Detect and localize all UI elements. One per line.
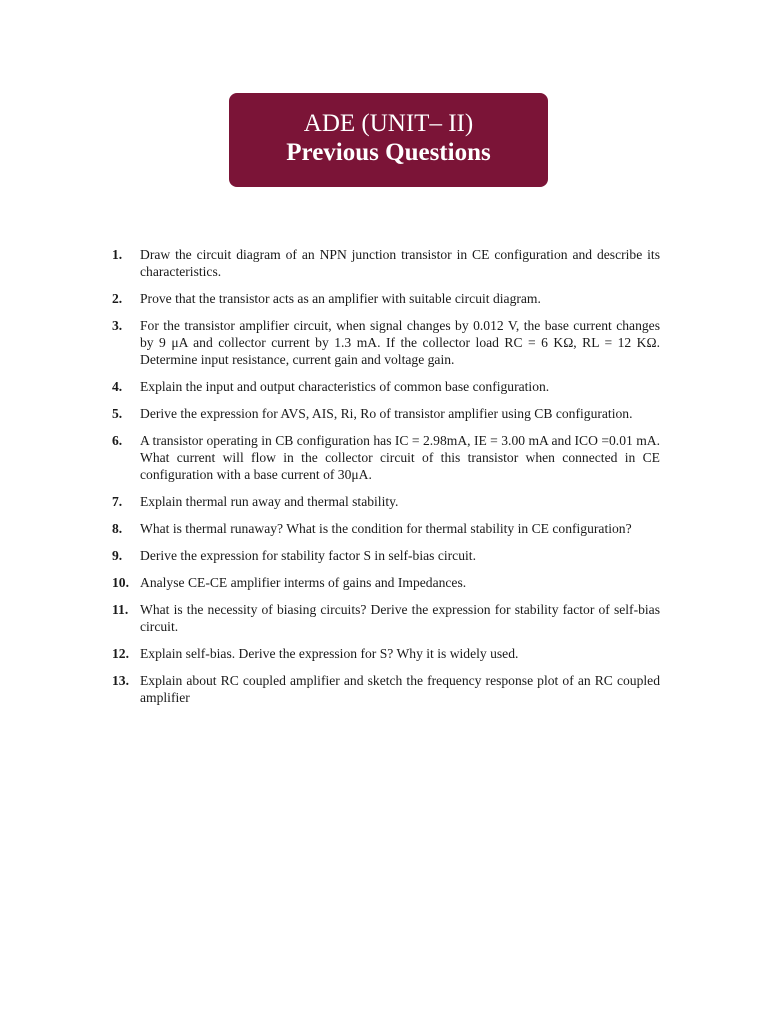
question-text: A transistor operating in CB configuration has IC = 2.98mA, IE = 3.00 mA and ICO =0.01 mA. What current will flow in the collector circuit of this transistor when connected in CE configuration with a base current of 30μA. bbox=[140, 433, 660, 482]
question-text: Prove that the transistor acts as an amplifier with suitable circuit diagram. bbox=[140, 291, 541, 306]
question-item bbox=[112, 432, 660, 483]
question-item bbox=[112, 672, 660, 706]
question-number: 3. bbox=[112, 318, 123, 333]
question-item bbox=[112, 601, 660, 635]
question-text: What is the necessity of biasing circuits? Derive the expression for stability factor of self-bias circuit. bbox=[140, 602, 660, 634]
question-text: Analyse CE-CE amplifier interms of gains and Impedances. bbox=[140, 575, 467, 590]
question-item bbox=[112, 493, 660, 510]
question-number: 12. bbox=[112, 646, 129, 661]
question-item bbox=[112, 645, 660, 662]
document-subtitle: Previous Questions bbox=[286, 139, 491, 166]
question-number: 6. bbox=[112, 433, 123, 448]
question-item bbox=[112, 378, 660, 395]
question-text: Explain self-bias. Derive the expression for S? Why it is widely used. bbox=[140, 646, 519, 661]
question-number: 9. bbox=[112, 548, 123, 563]
question-item bbox=[112, 246, 660, 280]
question-text: Explain the input and output characteristics of common base configuration. bbox=[140, 379, 550, 394]
question-text: What is thermal runaway? What is the condition for thermal stability in CE configuration? bbox=[140, 521, 632, 536]
question-item bbox=[112, 520, 660, 537]
question-number: 5. bbox=[112, 406, 123, 421]
question-item bbox=[112, 317, 660, 368]
question-text: Draw the circuit diagram of an NPN junction transistor in CE configuration and describe its characteristics. bbox=[140, 247, 660, 279]
title-banner bbox=[229, 93, 548, 187]
question-number: 1. bbox=[112, 247, 123, 262]
question-number: 7. bbox=[112, 494, 123, 509]
question-text: Explain about RC coupled amplifier and sketch the frequency response plot of an RC coupled amplifier bbox=[140, 673, 660, 705]
question-list bbox=[112, 246, 660, 716]
question-text: For the transistor amplifier circuit, when signal changes by 0.012 V, the base current changes by 9 μA and collector current by 1.3 mA. If the collector load RC = 6 KΩ, RL = 12 KΩ. Determine input resistance, current gain and voltage gain. bbox=[140, 318, 660, 367]
question-item bbox=[112, 574, 660, 591]
question-item bbox=[112, 405, 660, 422]
document-title: ADE (UNIT– II) bbox=[303, 110, 474, 137]
question-text: Derive the expression for AVS, AIS, Ri, Ro of transistor amplifier using CB configuration. bbox=[140, 406, 633, 421]
question-text: Derive the expression for stability factor S in self-bias circuit. bbox=[140, 548, 476, 563]
question-text: Explain thermal run away and thermal stability. bbox=[140, 494, 399, 509]
question-number: 4. bbox=[112, 379, 123, 394]
question-number: 13. bbox=[112, 673, 129, 688]
question-number: 11. bbox=[112, 602, 129, 617]
question-number: 10. bbox=[112, 575, 129, 590]
question-item bbox=[112, 547, 660, 564]
question-number: 2. bbox=[112, 291, 123, 306]
question-number: 8. bbox=[112, 521, 123, 536]
question-item bbox=[112, 290, 660, 307]
